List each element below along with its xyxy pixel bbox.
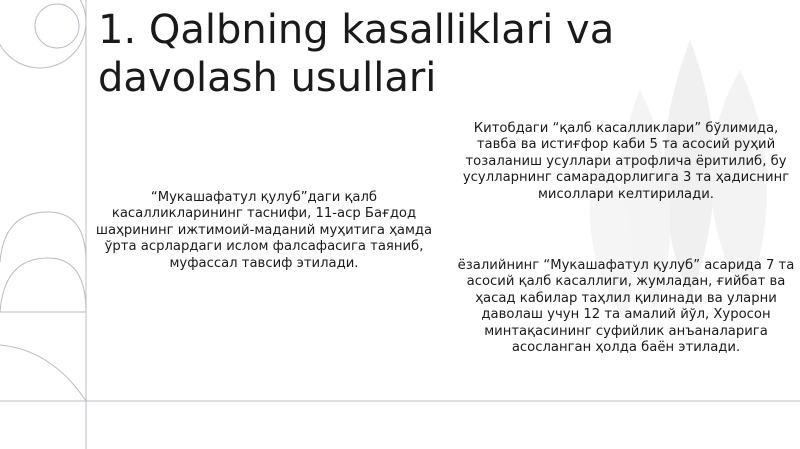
- decor-small-circle: [35, 4, 79, 48]
- text-block-classification: “Мукашафатул қулуб”даги қалб касалликларининг таснифи, 11-аср Бағдод шаҳрининг ижтимоий-маданий муҳитига ҳамда ўрта асрлардаги ислом фалсафасига таяниб, муфассал тавсиф этилади.: [95, 190, 433, 271]
- text-block-purification-methods: Китобдаги “қалб касалликлари” бўлимида, тавба ва истиғфор каби 5 та асосий руҳий тозаланиш усуллари атрофлича ёритилиб, бу усулларнинг самарадорлигига 3 та ҳадиснинг мисоллари келтирилади.: [462, 121, 790, 202]
- text-block-treatment-ways: ёзалийнинг “Мукашафатул қулуб” асарида 7 та асосий қалб касаллиги, жумладан, ғийбат ва ҳасад кабилар таҳлил қилинади ва уларни даволаш учун 12 та амалий йўл, Хуросон минтақасининг суфийлик анъаналарига асосланган ҳолда баён этилади.: [457, 258, 795, 356]
- decor-large-circle: [0, 0, 86, 68]
- decor-arch-upper: [0, 212, 86, 262]
- decor-arch-lower: [0, 258, 86, 312]
- slide-title: 1. Qalbning kasalliklari va davolash usullari: [98, 7, 615, 101]
- decor-bottom-arc: [0, 345, 86, 401]
